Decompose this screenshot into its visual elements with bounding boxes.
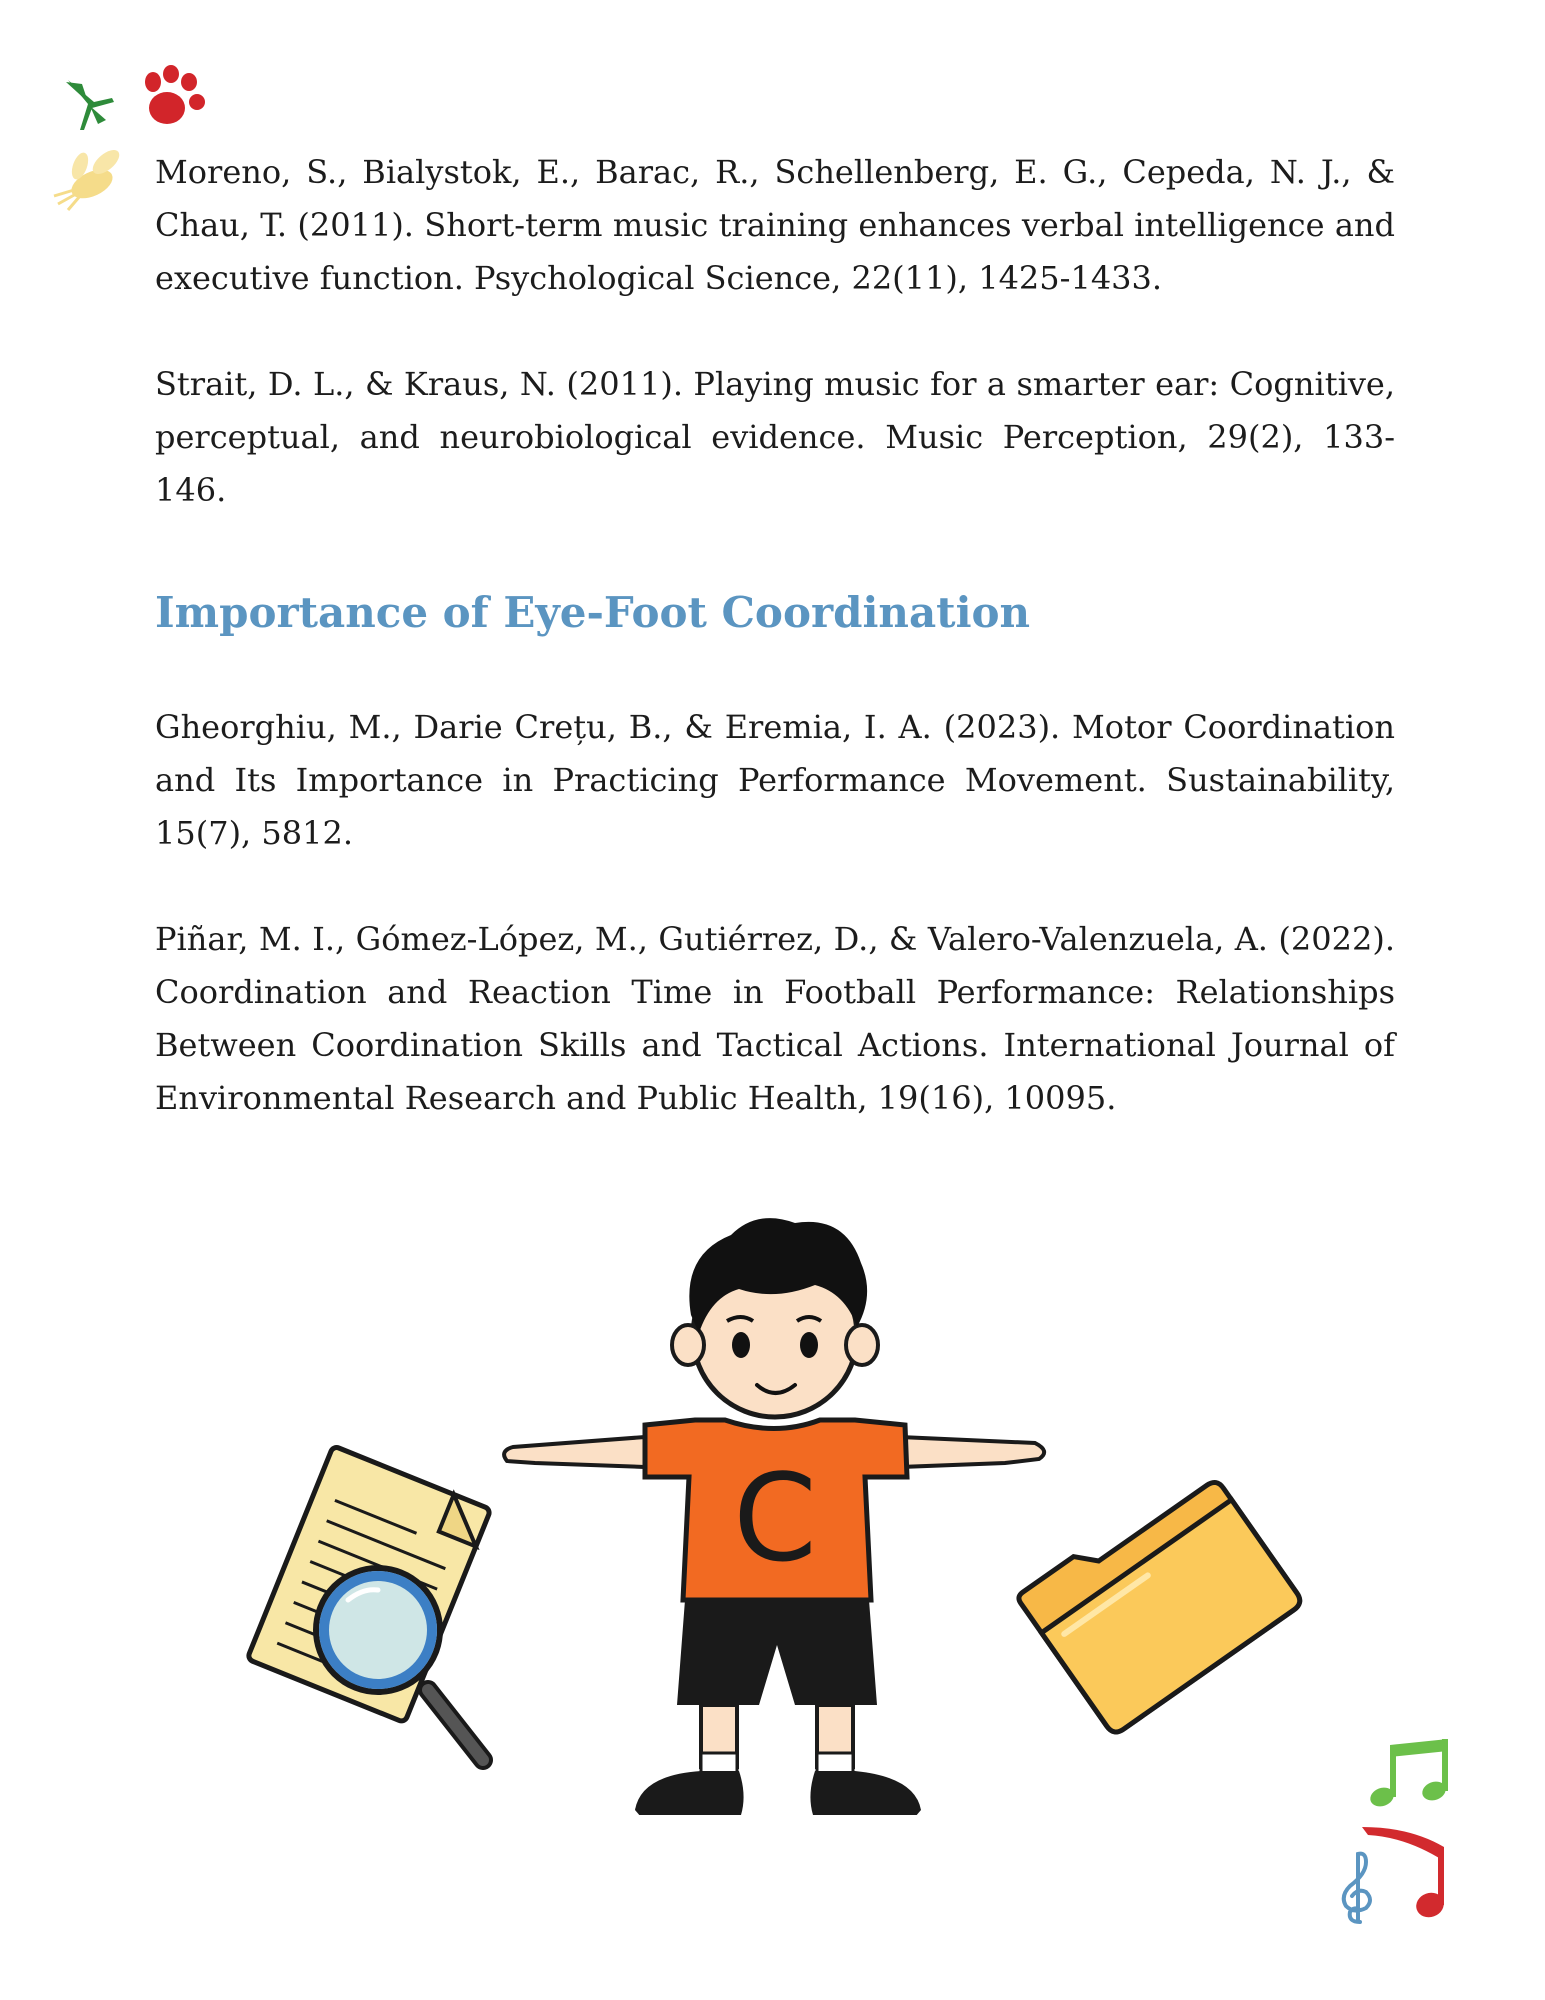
- treble-clef-icon: [1336, 1848, 1380, 1928]
- leaf-icon: [58, 72, 120, 134]
- shirt-letter: C: [733, 1450, 817, 1589]
- boy-illustration: [495, 1205, 1055, 1835]
- reference-pinar: Piñar, M. I., Gómez-López, M., Gutiérrez, D., & Valero-Valenzuela, A. (2022). Coordination and Reaction Time in Football Performance: Relationships Between Coordination Skills and Tactical Actions. International Journal of Environmental Research and Public Health, 19(16), 10095.: [155, 920, 1395, 1117]
- reference-gheorghiu: Gheorghiu, M., Darie Crețu, B., & Eremia, I. A. (2023). Motor Coordination and Its Importance in Practicing Performance Movement. Sustainability, 15(7), 5812.: [155, 708, 1395, 852]
- folder-icon: [1015, 1460, 1315, 1740]
- document-magnifier-icon: [238, 1440, 508, 1770]
- reference-moreno: Moreno, S., Bialystok, E., Barac, R., Schellenberg, E. G., Cepeda, N. J., & Chau, T. (2011). Short-term music training enhances verbal intelligence and executive function. Psychological Science, 22(11), 1425-1433.: [155, 153, 1395, 297]
- paw-print-icon: [135, 64, 211, 132]
- bee-icon: [50, 144, 130, 214]
- reference-strait: Strait, D. L., & Kraus, N. (2011). Playing music for a smarter ear: Cognitive, perceptual, and neurobiological evidence. Music Perception, 29(2), 133-146.: [155, 365, 1395, 509]
- section-heading: Importance of Eye-Foot Coordination: [155, 588, 1031, 637]
- content-column: [155, 146, 1395, 1125]
